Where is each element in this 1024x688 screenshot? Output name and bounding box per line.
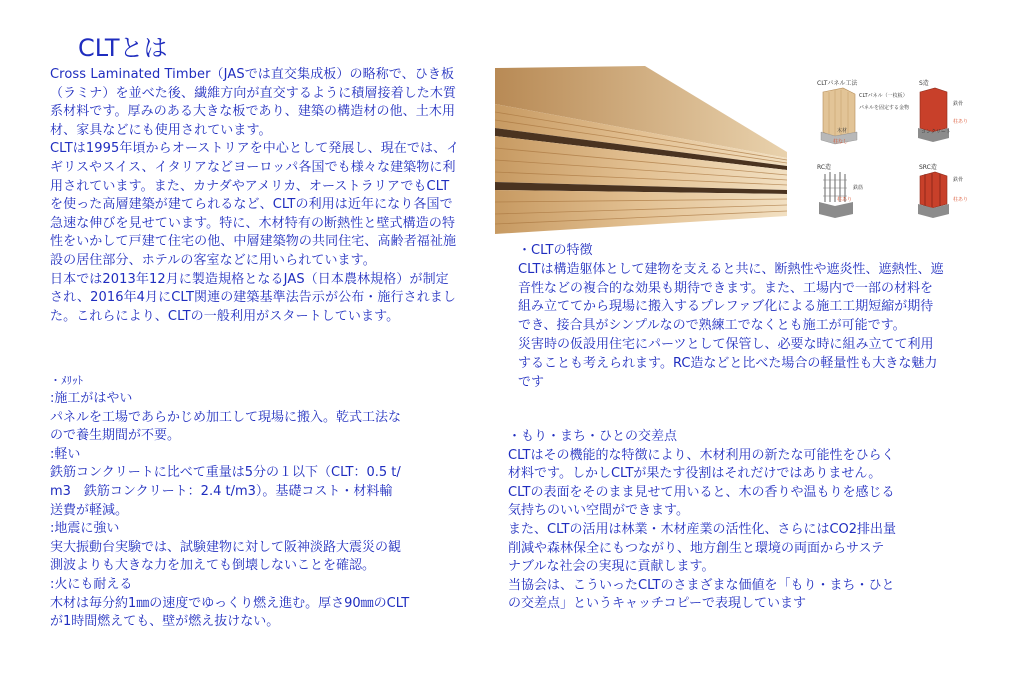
intro-line: 性をいかして戸建て住宅の他、中層建築物の共同住宅、高齢者福祉施: [50, 234, 457, 250]
intro-section: [50, 66, 480, 326]
intro-line: 日本では2013年12月に製造規格となるJAS（日本農林規格）が制定: [50, 271, 449, 287]
merit-line: 鉄筋コンクリートに比べて重量は5分の１以下（CLT：0.5 t/: [50, 465, 401, 481]
src-label-steel: 鉄骨: [953, 177, 964, 183]
merit-line: 木材は毎分約1㎜の速度でゆっくり燃え進む。厚さ90㎜のCLT: [50, 595, 410, 611]
intro-line: を使った高層建築が建てられるなど、CLTの利用は近年になり各国で: [50, 197, 453, 213]
page-title: CLTとは: [78, 34, 168, 62]
feature-line: 音性などの複合的な効果も期待できます。また、工場内で一部の材料を: [518, 280, 933, 296]
mori-line: の交差点」というキャッチコピーで表現しています: [508, 596, 806, 612]
merit-line: 測波よりも大きな力を加えても倒壊しないことを確認。: [50, 558, 376, 574]
feature-line: CLTは構造躯体として建物を支えると共に、断熱性や遮炎性、遮熱性、遮: [518, 261, 944, 277]
intro-line: 設の居住部分、ホテルの客室などに用いられています。: [50, 252, 376, 268]
feature-line: でき、接合具がシンプルなので熟練工でなくとも施工が可能です。: [518, 318, 906, 334]
s-structure-caption: S造: [919, 80, 929, 87]
s-tag: 柱あり: [953, 119, 969, 125]
clt-structure-illustration: [821, 88, 857, 144]
merit-section: [50, 372, 480, 632]
merit-line: ので養生期間が不要。: [50, 428, 181, 444]
intro-line: 材、家具などにも使用されています。: [50, 122, 272, 138]
intro-line: た。これらにより、CLTの一般利用がスタートしています。: [50, 308, 400, 324]
clt-panel-photo: [495, 66, 787, 234]
mori-machi-hito-section: [508, 428, 968, 614]
clt-label-wood: 木材: [837, 128, 848, 134]
rc-label-rebar: 鉄筋: [853, 185, 864, 191]
intro-line: （ラミナ）を並べた後、繊維方向が直交するように積層接着した木質: [50, 85, 457, 101]
clt-structure-caption: CLTパネル工法: [817, 80, 858, 87]
clt-label-panel: CLTパネル（一枚板）: [859, 93, 908, 99]
rc-structure-caption: RC造: [817, 164, 832, 171]
feature-section: [518, 242, 978, 392]
mori-line: ナブルな社会の実現に貢献します。: [508, 559, 715, 575]
feature-line: することも考えられます。RC造などと比べた場合の軽量性も大きな魅力: [518, 355, 938, 371]
intro-line: ギリスやスイス、イタリアなどヨーロッパ各国でも様々な建築物に利: [50, 159, 456, 175]
rc-structure-illustration: [819, 172, 853, 218]
feature-line: 災害時の仮設用住宅にパーツとして保管し、必要な時に組み立てて利用: [518, 336, 934, 352]
mori-line: また、CLTの活用は林業・木材産業の活性化、さらにはCO2排出量: [508, 521, 897, 537]
feature-heading: ・CLTの特徴: [518, 243, 593, 258]
mori-heading: ・もり・まち・ひとの交差点: [508, 429, 678, 444]
intro-line: 急速な伸びを見せています。特に、木材特有の断熱性と壁式構造の特: [50, 215, 456, 231]
src-tag: 柱あり: [953, 197, 969, 203]
mori-line: 削減や森林保全にもつながり、地方創生と環境の両面からサステ: [508, 540, 885, 556]
structure-comparison-diagram: [815, 78, 985, 228]
mori-line: 気持ちのいい空間ができます。: [508, 503, 689, 519]
merit-line: :地震に強い: [50, 521, 120, 537]
merit-line: :火にも耐える: [50, 576, 133, 592]
mori-line: 当協会は、こういったCLTのさまざまな価値を「もり・まち・ひと: [508, 577, 895, 593]
intro-line: Cross Laminated Timber（JASでは直交集成板）の略称で、ひき板: [50, 67, 455, 82]
merit-heading: ・ﾒﾘｯﾄ: [50, 374, 83, 387]
clt-tag: 柱なし: [833, 139, 849, 145]
merit-line: :施工がはやい: [50, 391, 133, 406]
merit-line: が1時間燃えても、壁が燃え抜けない。: [50, 614, 280, 630]
merit-line: パネルを工場であらかじめ加工して現場に搬入。乾式工法な: [50, 409, 402, 425]
merit-line: 送費が軽減。: [50, 502, 129, 518]
src-structure-caption: SRC造: [919, 164, 937, 171]
s-label-concrete: コンクリート: [921, 129, 951, 135]
merit-line: 実大振動台実験では、試験建物に対して阪神淡路大震災の観: [50, 539, 402, 555]
intro-line: CLTは1995年頃からオーストリアを中心として発展し、現在では、イ: [50, 141, 460, 157]
s-label-steel: 鉄骨: [953, 101, 964, 107]
mori-line: CLTはその機能的な特徴により、木材利用の新たな可能性をひらく: [508, 447, 895, 463]
intro-line: 用されています。また、カナダやアメリカ、オーストラリアでもCLT: [50, 178, 450, 194]
mori-line: 材料です。しかしCLTが果たす役割はそれだけではありません。: [508, 466, 882, 482]
merit-line: :軽い: [50, 446, 81, 462]
rc-tag: 柱あり: [837, 197, 853, 203]
mori-line: CLTの表面をそのまま見せて用いると、木の香りや温もりを感じる: [508, 484, 895, 500]
src-structure-illustration: [918, 172, 949, 218]
clt-label-hardware: パネルを固定する金物: [859, 105, 910, 111]
feature-line: です: [518, 374, 545, 390]
merit-line: m3 鉄筋コンクリート：2.4 t/m3）。基礎コスト・材料輸: [50, 483, 393, 499]
feature-line: 組み立ててから現場に搬入するプレファブ化による施工工期短縮が期待: [518, 299, 934, 315]
intro-line: され、2016年4月にCLT関連の建築基準法告示が公布・施行されまし: [50, 290, 457, 306]
intro-line: 系材料です。厚みのある大きな板であり、建築の構造材の他、土木用: [50, 104, 456, 120]
